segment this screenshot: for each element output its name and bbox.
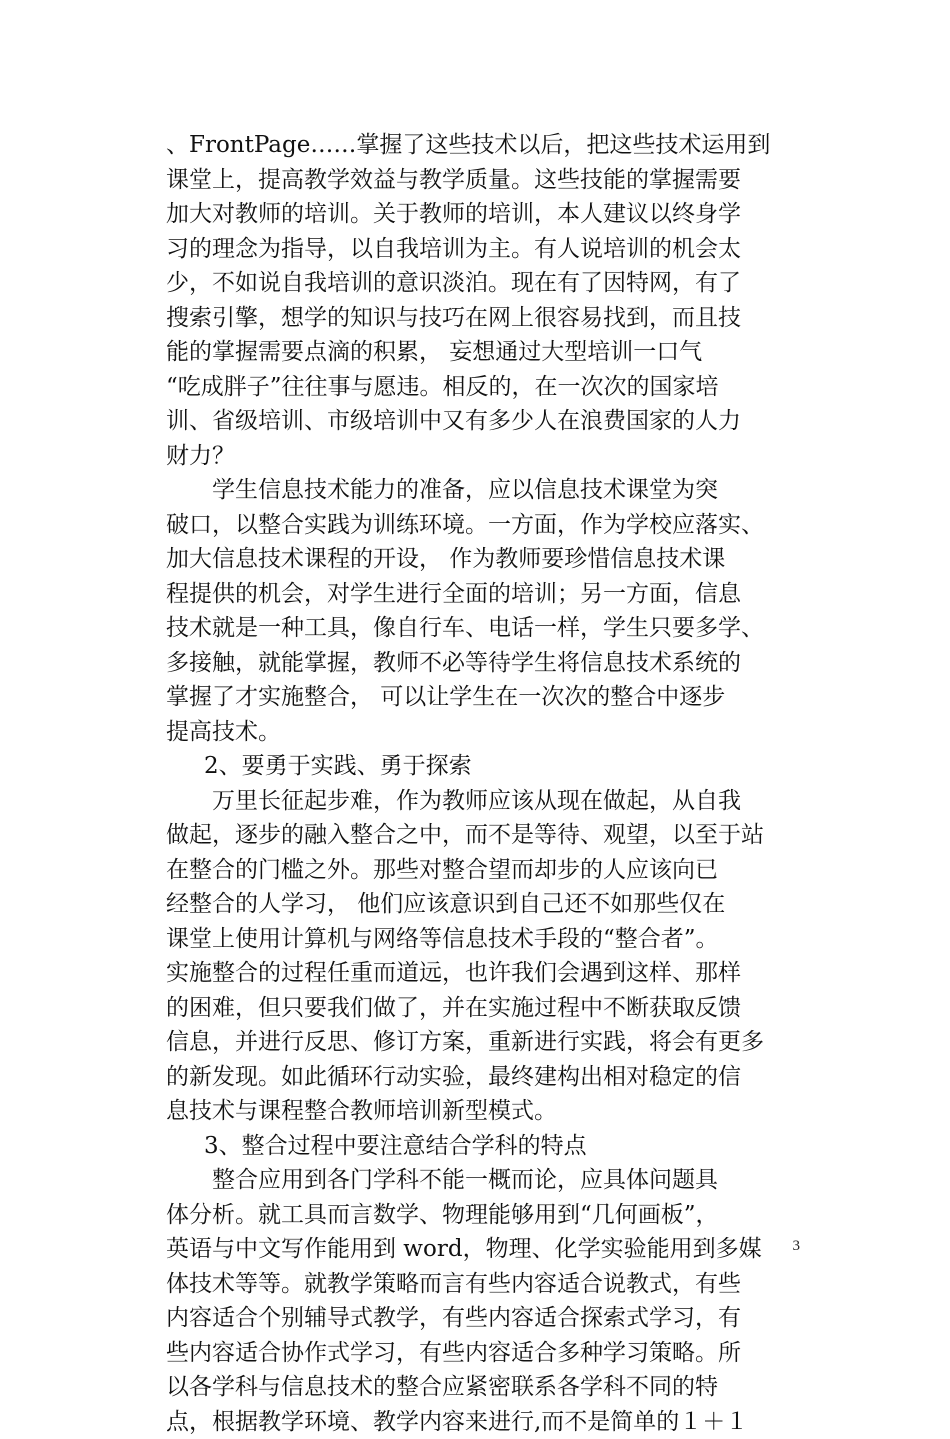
text-line: 提高技术。 [166, 715, 786, 750]
text-line: 在整合的门槛之外。那些对整合望而却步的人应该向已 [166, 853, 786, 888]
text-line: 加大信息技术课程的开设， 作为教师要珍惜信息技术课 [166, 542, 786, 577]
text-line: 掌握了才实施整合， 可以让学生在一次次的整合中逐步 [166, 680, 786, 715]
text-line: 课堂上，提高教学效益与教学质量。这些技能的掌握需要 [166, 163, 786, 198]
text-line: 课堂上使用计算机与网络等信息技术手段的“整合者”。 [166, 922, 786, 957]
text-line: 信息，并进行反思、修订方案，重新进行实践，将会有更多 [166, 1025, 786, 1060]
text-line: “吃成胖子”往往事与愿违。相反的，在一次次的国家培 [166, 370, 786, 405]
page-number: 3 [776, 1238, 800, 1255]
text-line: 体技术等等。就教学策略而言有些内容适合说教式，有些 [166, 1267, 786, 1302]
text-line: 英语与中文写作能用到 word，物理、化学实验能用到多媒 [166, 1232, 786, 1267]
text-line: 程提供的机会，对学生进行全面的培训；另一方面，信息 [166, 577, 786, 612]
text-line: 的困难，但只要我们做了，并在实施过程中不断获取反馈 [166, 991, 786, 1026]
text-line: 以各学科与信息技术的整合应紧密联系各学科不同的特 [166, 1370, 786, 1405]
paragraph-first-line: 万里长征起步难，作为教师应该从现在做起，从自我 [166, 784, 786, 819]
text-line: 习的理念为指导，以自我培训为主。有人说培训的机会太 [166, 232, 786, 267]
text-line: 财力？ [166, 439, 786, 474]
paragraph-first-line: 整合应用到各门学科不能一概而论，应具体问题具 [166, 1163, 786, 1198]
text-line: 内容适合个别辅导式教学，有些内容适合探索式学习，有 [166, 1301, 786, 1336]
text-line: 能的掌握需要点滴的积累， 妄想通过大型培训一口气 [166, 335, 786, 370]
text-line: 搜索引擎，想学的知识与技巧在网上很容易找到，而且技 [166, 301, 786, 336]
text-line: 点，根据教学环境、教学内容来进行,而不是简单的１＋１ [166, 1405, 786, 1439]
body-text [166, 128, 786, 1439]
text-line: 些内容适合协作式学习，有些内容适合多种学习策略。所 [166, 1336, 786, 1371]
section-heading: 3、整合过程中要注意结合学科的特点 [166, 1129, 786, 1164]
text-line: 的新发现。如此循环行动实验，最终建构出相对稳定的信 [166, 1060, 786, 1095]
section-heading: 2、要勇于实践、勇于探索 [166, 749, 786, 784]
text-line: 少，不如说自我培训的意识淡泊。现在有了因特网，有了 [166, 266, 786, 301]
text-line: 训、省级培训、市级培训中又有多少人在浪费国家的人力 [166, 404, 786, 439]
text-line: 经整合的人学习， 他们应该意识到自己还不如那些仅在 [166, 887, 786, 922]
text-line: 破口，以整合实践为训练环境。一方面，作为学校应落实、 [166, 508, 786, 543]
text-line: 多接触，就能掌握，教师不必等待学生将信息技术系统的 [166, 646, 786, 681]
text-line: 息技术与课程整合教师培训新型模式。 [166, 1094, 786, 1129]
paragraph-first-line: 学生信息技术能力的准备，应以信息技术课堂为突 [166, 473, 786, 508]
text-line: 实施整合的过程任重而道远，也许我们会遇到这样、那样 [166, 956, 786, 991]
text-line: 做起，逐步的融入整合之中，而不是等待、观望，以至于站 [166, 818, 786, 853]
text-line: 技术就是一种工具，像自行车、电话一样，学生只要多学、 [166, 611, 786, 646]
text-line: 、FrontPage……掌握了这些技术以后，把这些技术运用到 [166, 128, 786, 163]
text-line: 加大对教师的培训。关于教师的培训，本人建议以终身学 [166, 197, 786, 232]
text-line: 体分析。就工具而言数学、物理能够用到“几何画板”， [166, 1198, 786, 1233]
